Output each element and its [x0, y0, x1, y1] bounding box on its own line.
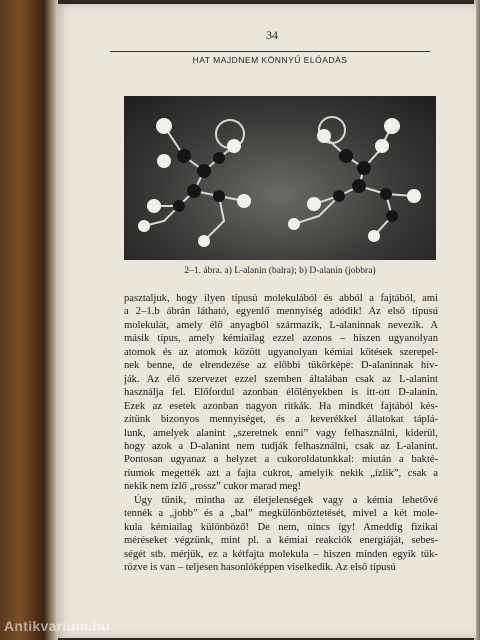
- text-line: tennék a „jobb” és a „bal” megkülönböztetését, mivel a két mole-: [124, 508, 438, 520]
- right-dark-atoms: [333, 149, 398, 222]
- text-line: rözve is van – teljesen hasonlóképpen viselkedik. Az első típusú: [124, 562, 396, 574]
- figure-photo-alanin-models: [124, 96, 436, 260]
- watermark-logo: Antikvarium.hu: [4, 618, 111, 634]
- text-line: Ezek az esetek azonban nagyon ritkák. Ha mindkét fajtából kés-: [124, 400, 438, 412]
- body-text: [124, 292, 438, 575]
- text-line: méréseket végzünk, mint pl. a kémiai reakciók energiáját, sebes-: [124, 535, 438, 547]
- left-light-atoms: [138, 118, 251, 247]
- figure-caption: 2–1. ábra. a) L-alanin (balra); b) D-alanin (jobbra): [184, 266, 376, 276]
- text-line: zítünk bizonyos mennyiséget, és a keverékkel állatokat táplá-: [124, 414, 438, 426]
- text-line: lunk, amelyek alanint „szeretnek enni” vagy felhasználni, kiderül,: [124, 427, 438, 439]
- text-line: ségét stb. mérjük, ez a kétfajta molekula – hiszen minden egyik tük-: [124, 548, 438, 560]
- text-line: Pontosan ugyanaz a helyzet a cukoroldatunkkal: miután a bakté-: [124, 454, 438, 466]
- book-spine: [0, 0, 50, 640]
- text-line: kula kémiailag különböző! De nem, nincs így! Ameddig fizikai: [124, 521, 438, 533]
- text-line: nekik nem ízlő „rossz” cukor marad meg!: [124, 481, 302, 493]
- right-light-atoms: [288, 118, 421, 242]
- text-line: a 2–1.b ábrán látható, egyenlő mennyiség adódik! Az első típusú: [124, 306, 438, 318]
- text-line: molekulát, amely élő anyagból származik, L-alaninnak nevezik. A: [124, 319, 438, 331]
- left-molecule-bonds: [144, 120, 244, 241]
- running-head: HAT MAJDNEM KÖNNYŰ ELŐADÁS: [110, 51, 430, 65]
- text-line: atomok és az atomok között ugyanolyan kémiai kötések szerepel-: [124, 346, 438, 358]
- page-number: 34: [266, 28, 278, 42]
- text-line: nek benne, de elrendezése az előbbi tükörképe: D-alaninnak hív-: [124, 360, 438, 372]
- text-line: pasztaljuk, hogy ilyen típusú molekulából és abból a fajtából, ami: [124, 293, 438, 304]
- text-line: másik típus, amely kémiailag ezzel azonos – hiszen ugyanolyan: [124, 333, 438, 345]
- text-line: használja fel. Előfordul azonban élőlényekben is itt-ott D-alanin.: [124, 387, 438, 399]
- text-line: hogy azok a D-alanint nem tudják felhasználni, csak az L-alanint.: [124, 440, 438, 452]
- text-line: ják. Az élő szervezet ezzel szemben általában csak az L-alanint: [124, 373, 438, 385]
- text-line: Úgy tűnik, mintha az életjelenségek vagy a kémia lehetővé: [134, 494, 438, 506]
- text-line: riumok megették azt a fajta cukrot, amelyik nekik „ízlik”, csak a: [124, 467, 438, 479]
- molecule-models-illustration: [124, 96, 436, 260]
